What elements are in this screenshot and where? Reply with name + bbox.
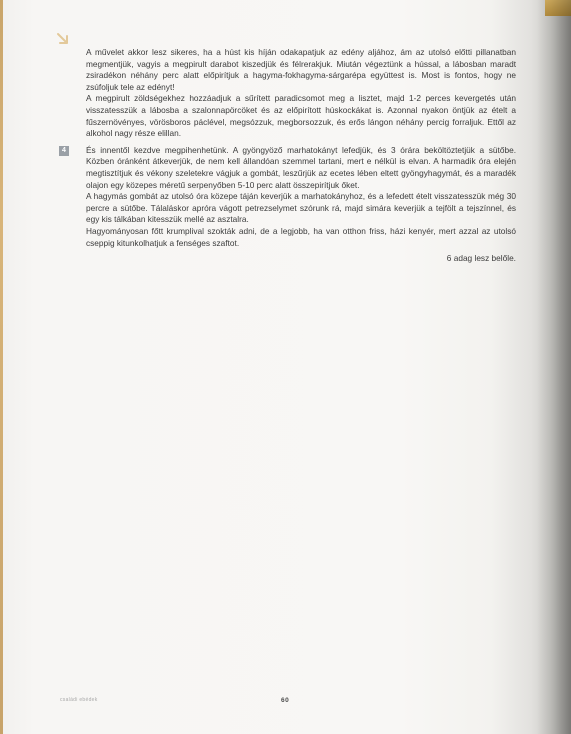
footer-section-title: családi ebédek <box>60 697 98 703</box>
yield-note: 6 adag lesz belőle. <box>446 253 516 264</box>
page-number: 60 <box>281 697 290 704</box>
arrow-down-right-icon <box>56 32 70 46</box>
step-number-badge: 4 <box>59 146 69 156</box>
page-left-edge <box>0 0 3 734</box>
paragraph-sauce: A megpirult zöldségekhez hozzáadjuk a sűrített paradicsomot meg a lisztet, majd 1-2 perces kevergetés után visszatesszük a lábosba a szalonnapörcöket és az előpirított húskockákat is. Azonnal nyakon öntjük az ételt a fűszernövényes, vörösboros páclével, megsózzuk, megborsozzuk, és erős lángon néhány percig forraljuk. Ettől az alkohol nagy része elillan. <box>86 93 516 139</box>
recipe-text <box>62 47 516 265</box>
paragraph-serving: Hagyományosan főtt krumplival szokták adni, de a legjobb, ha van otthon friss, házi kenyér, mert azzal az utolsó cseppig kitunkolhatjuk a fenséges szaftot. <box>86 225 516 248</box>
paragraph-braising: És innentől kezdve megpihenhetünk. A gyöngyöző marhatokányt lefedjük, és 3 órára beköltöztetjük a sütőbe. Közben óránként átkeverjük, de nem kell állandóan szemmel tartani, mert e nélkül is elvan. A harmadik óra elején megtisztítjuk és vékony szeletekre vágjuk a gombát, leszűrjük az ecetes lében eltett gyöngyhagymát, és a maradék olajon egy közepes méretű serpenyőben 5-10 perc alatt összepirítjuk őket. <box>86 144 516 190</box>
step-4 <box>62 144 516 249</box>
paragraph-finishing: A hagymás gombát az utolsó óra közepe táján keverjük a marhatokányhoz, és a lefedett ételt visszatesszük még 30 percre a sütőbe. Tálaláskor apróra vágott petrezselymet szórunk rá, majd simára keverjük a tejfölt a tejszínnel, és egy kis tálkában kitesszük mellé az asztalra. <box>86 191 516 225</box>
spine-shadow <box>537 0 571 734</box>
paragraph-searing: A művelet akkor lesz sikeres, ha a húst kis híján odakapatjuk az edény aljához, ám az utolsó előtti pillanatban megmentjük, vagyis a megpirult darabot kiszedjük és félrerakjuk. Miután végeztünk a hússal, a lábosban maradt zsiradékon néhány perc alatt előpirítjuk a hagyma-fokhagyma-sárgarépa együttest is. Most is fontos, hogy ne zsúfoljuk tele az edényt! <box>86 47 516 92</box>
